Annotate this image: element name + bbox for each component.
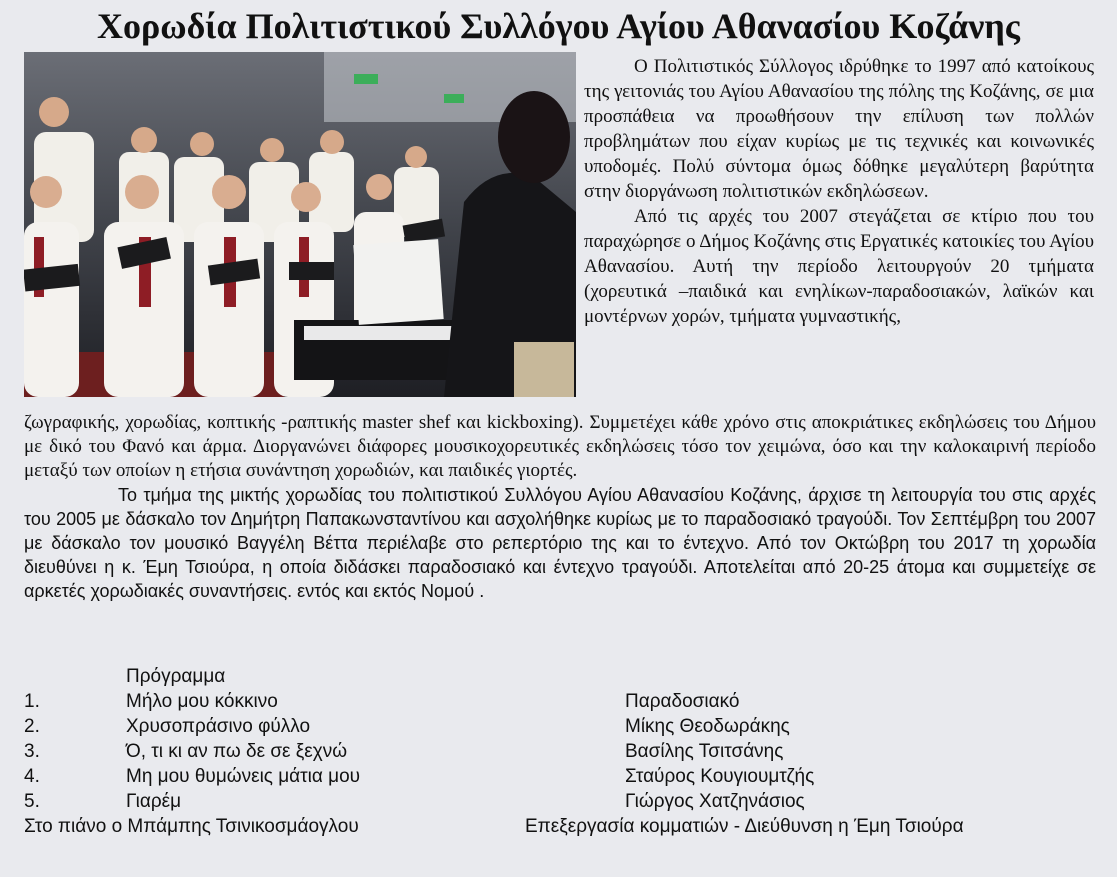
choir-photo: [24, 52, 576, 397]
song-composer: Βασίλης Τσιτσάνης: [625, 741, 784, 762]
intro-text: [584, 54, 1094, 329]
program-row: [24, 714, 1096, 739]
arrangement-credit: Επεξεργασία κομματιών - Διεύθυνση η Έμη Τσιούρα: [525, 816, 964, 837]
song-title: Χρυσοπράσινο φύλλο: [126, 716, 311, 737]
program-number: 2.: [24, 716, 40, 737]
song-title: Μη μου θυμώνεις μάτια μου: [126, 766, 361, 787]
program-footer: [24, 814, 1096, 839]
body-text: [24, 411, 1096, 603]
program-number: 1.: [24, 691, 40, 712]
page-title: Χορωδία Πολιτιστικού Συλλόγου Αγίου Αθανασίου Κοζάνης: [97, 6, 1020, 46]
program-row: [24, 789, 1096, 814]
intro-paragraph-1: Ο Πολιτιστικός Σύλλογος ιδρύθηκε το 1997 από κατοίκους της γειτονιάς του Αγίου Αθανασίου της πόλης της Κοζάνης, σε μια προσπάθεια να προωθήσουν την επίλυση των πολλών προβλημάτων που είχαν κυρίως με τις τεχνικές και κοινωνικές υποδομές. Πολύ σύντομα όμως δόθηκε μεγαλύτερη βαρύτητα στην διοργάνωση πολιτιστικών εκδηλώσεων.: [584, 56, 1094, 202]
song-composer: Σταύρος Κουγιουμτζής: [625, 766, 815, 787]
song-composer: Γιώργος Χατζηνάσιος: [625, 791, 805, 812]
song-title: Γιαρέμ: [126, 791, 182, 812]
choir-paragraph: Το τμήμα της μικτής χορωδίας του πολιτιστικού Συλλόγου Αγίου Αθανασίου Κοζάνης, άρχισε τη λειτουργία του στις αρχές του 2005 με δάσκαλο τον Δημήτρη Παπακωνσταντίνου και ασχολήθηκε κυρίως με το παραδοσιακό τραγούδι. Τον Σεπτέμβρη του 2007 με δάσκαλο τον μουσικό Βαγγέλη Βέττα περιέλαβε στο ρεπερτόριο της και το έντεχνο. Από τον Οκτώβρη του 2017 τη χορωδία διευθύνει η κ. Έμη Τσιούρα, η οποία διδάσκει παραδοσιακό και έντεχνο τραγούδι. Αποτελείται από 20-25 άτομα και συμμετείχε σε αρκετές χορωδιακές συναντήσεις. εντός και εκτός Νομού .: [24, 485, 1096, 601]
song-composer: Μίκης Θεοδωράκης: [625, 716, 790, 737]
program-list: [24, 664, 1096, 839]
program-number: 3.: [24, 741, 40, 762]
continuation-paragraph: ζωγραφικής, χορωδίας, κοπτικής -ραπτικής master shef και kickboxing). Συμμετέχει κάθε χρόνο στις αποκριάτικες εκδηλώσεις του Δήμου με δικό του Φανό και άρμα. Διοργανώνει διάφορες μουσικοχορευτικές εκδηλώσεις τόσο τον χειμώνα, όσο και την καλοκαιρινή περίοδο μεταξύ των οποίων η ετήσια συνάντηση χορωδιών, και παιδικές γιορτές.: [24, 412, 1096, 481]
program-number: 4.: [24, 766, 40, 787]
program-row: [24, 739, 1096, 764]
program-row: [24, 764, 1096, 789]
choir-photo-illustration: [24, 52, 576, 397]
program-number: 5.: [24, 791, 40, 812]
song-title: Ό, τι κι αν πω δε σε ξεχνώ: [126, 741, 348, 762]
program-heading: Πρόγραμμα: [126, 666, 226, 687]
intro-paragraph-2: Από τις αρχές του 2007 στεγάζεται σε κτίριο που του παραχώρησε ο Δήμος Κοζάνης στις Εργατικές κατοικίες του Αγίου Αθανασίου. Αυτή την περίοδο λειτουργούν 20 τμήματα (χορευτικά –παιδικά και ενηλίκων-παραδοσιακών, λαϊκών και μοντέρνων χορών, τμήματα γυμναστικής,: [584, 206, 1094, 327]
pianist-credit: Στο πιάνο ο Μπάμπης Τσινικοσμάογλου: [24, 816, 359, 837]
song-title: Μήλο μου κόκκινο: [126, 691, 278, 712]
song-composer: Παραδοσιακό: [625, 691, 740, 712]
program-row: [24, 689, 1096, 714]
